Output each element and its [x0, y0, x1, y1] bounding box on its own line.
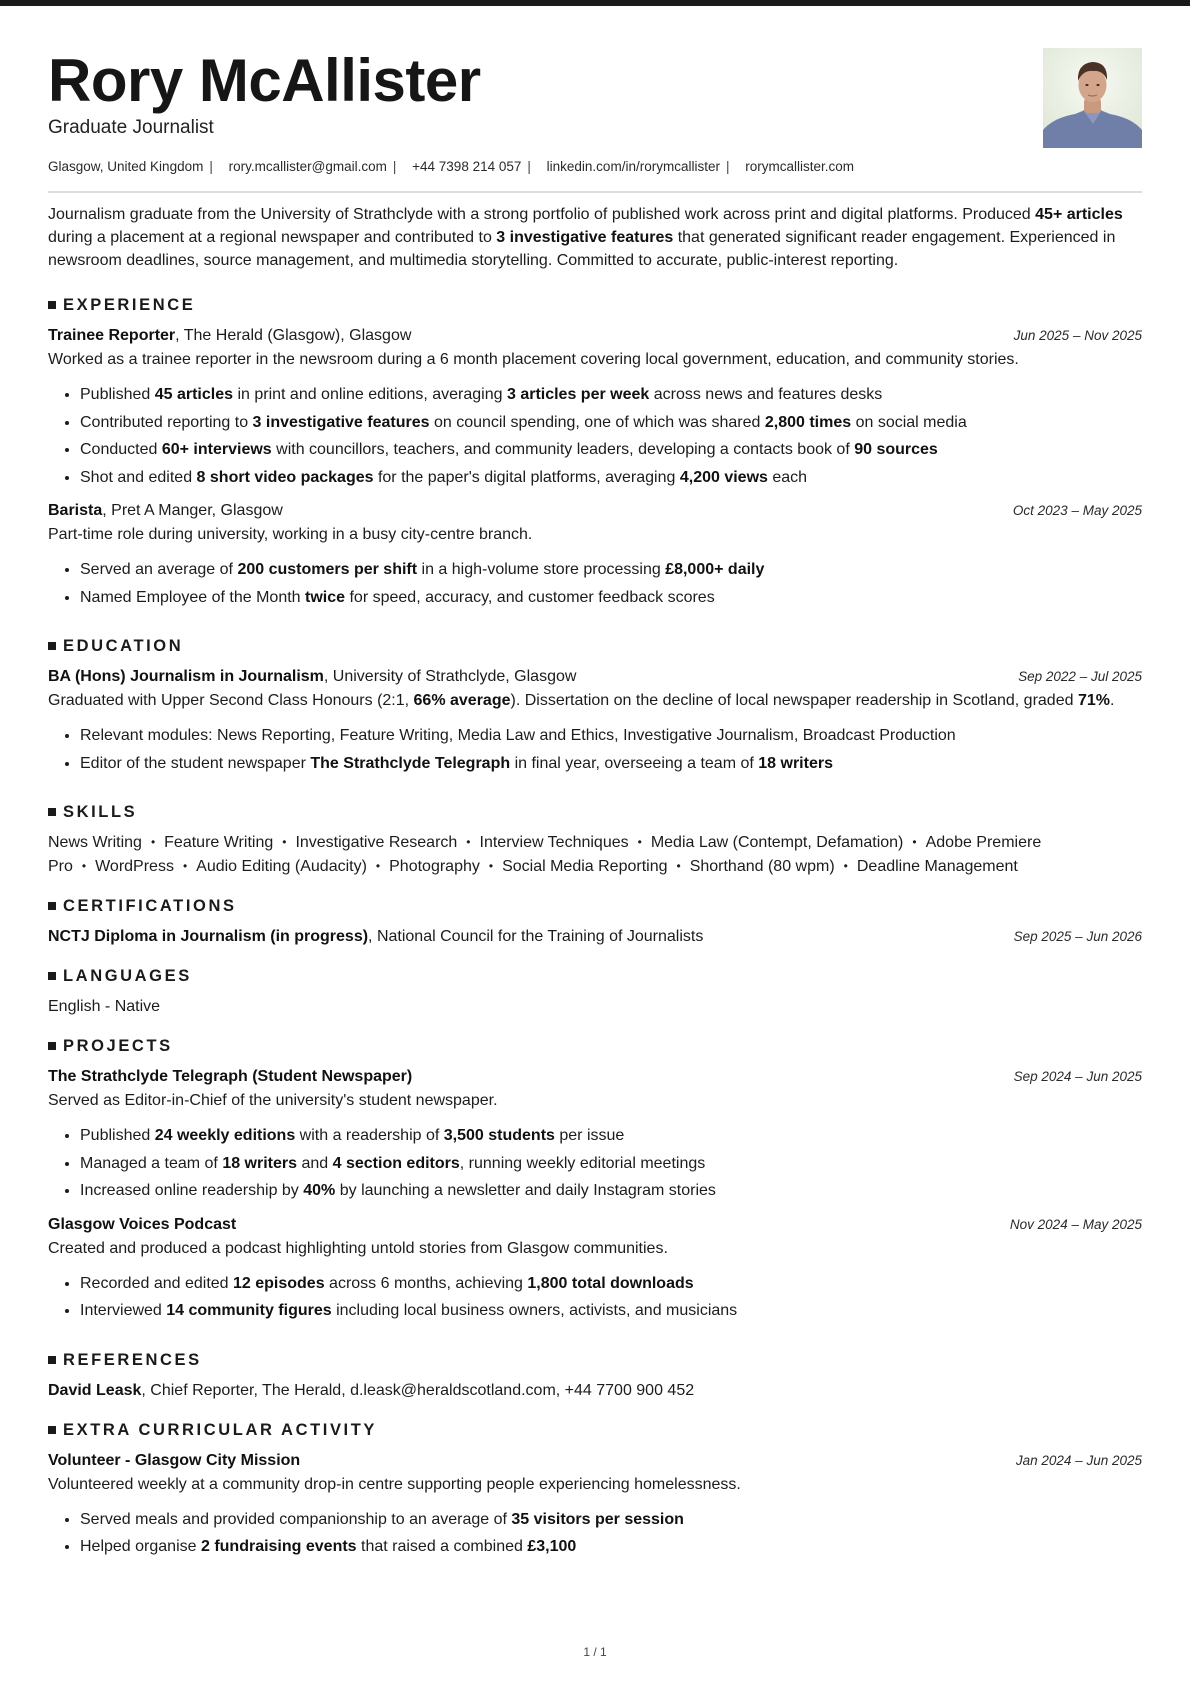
contact-separator: | — [209, 159, 213, 174]
language-item: English - Native — [48, 998, 161, 1015]
bullet-item: • Shot and edited 8 short video packages for the paper's digital platforms, averaging 4,200 views each — [80, 464, 1142, 492]
skill-item: Deadline Management — [856, 858, 1018, 875]
section-heading-label: CERTIFICATIONS — [63, 897, 237, 915]
section-heading-references — [48, 1349, 1142, 1371]
entry-header — [48, 1065, 1142, 1089]
entry-header — [48, 665, 1142, 689]
header-divider — [48, 191, 1142, 193]
entry-role: Barista — [48, 502, 103, 519]
skill-item: Feature Writing — [164, 834, 274, 851]
contact-line — [48, 157, 854, 177]
contact-website[interactable]: rorymcallister.com — [745, 159, 855, 174]
bullet-item: • Served meals and provided companionship to an average of 35 visitors per session — [80, 1506, 1142, 1534]
bullet-item: • Helped organise 2 fundraising events that raised a combined £3,100 — [80, 1533, 1142, 1561]
section-heading-label: EXTRA CURRICULAR ACTIVITY — [63, 1420, 378, 1439]
entry-date: Nov 2024 – May 2025 — [1009, 1216, 1142, 1232]
entry-description: Served as Editor-in-Chief of the university's student newspaper. — [48, 1092, 498, 1109]
entry-date: Sep 2022 – Jul 2025 — [1018, 669, 1142, 684]
entry-org: , Pret A Manger, Glasgow — [102, 502, 283, 519]
bullet-item: • Served an average of 200 customers per shift in a high-volume store processing £8,000+ daily — [80, 556, 1142, 584]
certification-entry — [48, 925, 1142, 949]
summary — [48, 203, 1142, 272]
bullet-list — [48, 1506, 1142, 1561]
project-title: Glasgow Voices Podcast — [48, 1215, 237, 1233]
candidate-name: Rory McAllister — [48, 47, 481, 114]
entry-title — [48, 925, 703, 949]
bullet-list — [48, 381, 1142, 491]
section-heading-extracurricular — [48, 1419, 1142, 1441]
contact-separator: | — [392, 159, 397, 174]
entry-header — [48, 499, 1142, 523]
skill-item: Shorthand (80 wpm) — [689, 858, 835, 875]
section-heading-label: PROJECTS — [63, 1037, 173, 1055]
top-bar — [0, 0, 1190, 6]
entry-header — [48, 1213, 1142, 1237]
dot-separator-icon: • — [676, 859, 681, 873]
page-indicator: 1 / 1 — [583, 1645, 607, 1659]
entry-org: , The Herald (Glasgow), Glasgow — [175, 327, 412, 344]
contact-separator: | — [725, 159, 730, 174]
reference-entry — [48, 1379, 1142, 1403]
resume-body — [48, 203, 1142, 1561]
job-title: Graduate Journalist — [48, 117, 214, 138]
bullet-list — [48, 722, 1142, 777]
contact-email[interactable]: rory.mcallister@gmail.com — [228, 159, 387, 174]
entry-description: Created and produced a podcast highlighting untold stories from Glasgow communities. — [48, 1239, 668, 1257]
reference-details: , Chief Reporter, The Herald, d.leask@heraldscotland.com, +44 7700 900 452 — [141, 1381, 695, 1399]
section-heading-label: SKILLS — [63, 803, 138, 821]
summary-text: during a placement at a regional newspaper and contributed to — [48, 229, 497, 246]
entry-title — [48, 324, 411, 348]
dot-separator-icon: • — [912, 835, 917, 849]
dot-separator-icon: • — [81, 859, 87, 873]
entry-date: Jan 2024 – Jun 2025 — [1015, 1452, 1142, 1468]
skill-item: Interview Techniques — [479, 834, 629, 851]
square-bullet-icon — [48, 1042, 56, 1050]
skill-item: Adobe Premiere Pro — [48, 834, 1042, 875]
project-entry — [48, 1213, 1142, 1325]
entry-description: Worked as a trainee reporter in the newsroom during a 6 month placement covering local government, education, and community stories. — [48, 351, 1019, 368]
entry-role: Trainee Reporter — [48, 327, 176, 344]
section-heading-projects — [48, 1035, 1142, 1057]
dot-separator-icon: • — [843, 859, 848, 873]
section-heading-label: REFERENCES — [63, 1350, 202, 1369]
skill-item: WordPress — [95, 858, 174, 875]
entry-header — [48, 324, 1142, 348]
bullet-list — [48, 1270, 1142, 1325]
section-heading-certifications — [48, 895, 1142, 917]
section-heading-label: EDUCATION — [63, 637, 184, 655]
square-bullet-icon — [48, 642, 56, 650]
certification-org: , National Council for the Training of Journalists — [368, 928, 704, 945]
skill-item: Investigative Research — [295, 834, 458, 851]
section-heading-label: EXPERIENCE — [63, 296, 196, 314]
bullet-item: • Named Employee of the Month twice for speed, accuracy, and customer feedback scores — [80, 584, 1142, 612]
contact-linkedin[interactable]: linkedin.com/in/rorymcallister — [546, 159, 720, 174]
entry-title — [48, 499, 283, 523]
entry-date: Sep 2024 – Jun 2025 — [1013, 1069, 1142, 1084]
contact-separator: | — [527, 159, 531, 174]
square-bullet-icon — [48, 902, 56, 910]
bullet-item: • Recorded and edited 12 episodes across 6 months, achieving 1,800 total downloads — [80, 1270, 1142, 1298]
project-title: The Strathclyde Telegraph (Student Newspaper) — [48, 1068, 413, 1085]
section-heading-label: LANGUAGES — [63, 967, 192, 985]
extracurricular-entry — [48, 1449, 1142, 1561]
section-heading-education — [48, 635, 1142, 657]
square-bullet-icon — [48, 1426, 56, 1434]
square-bullet-icon — [48, 301, 56, 309]
bullet-item: • Published 45 articles in print and online editions, averaging 3 articles per week across news and features desks — [80, 381, 1142, 409]
section-heading-experience — [48, 294, 1142, 316]
project-entry — [48, 1065, 1142, 1205]
education-entry — [48, 665, 1142, 777]
certification-name: NCTJ Diploma in Journalism (in progress) — [48, 928, 369, 945]
dot-separator-icon: • — [637, 835, 642, 849]
skill-item: Media Law (Contempt, Defamation) — [650, 834, 904, 851]
summary-text: that generated significant reader engagement. Experienced in newsroom deadlines, source management, and multimedia storytelling. Committed to accurate, public-interest reporting. — [48, 229, 1116, 269]
dot-separator-icon: • — [282, 835, 287, 849]
bullet-list — [48, 1122, 1142, 1205]
bullet-item: • Contributed reporting to 3 investigative features on council spending, one of which was shared 2,800 times on social media — [80, 409, 1142, 437]
dot-separator-icon: • — [488, 859, 494, 873]
square-bullet-icon — [48, 1356, 56, 1364]
activity-title: Volunteer - Glasgow City Mission — [48, 1451, 301, 1469]
bullet-item: • Conducted 60+ interviews with councillors, teachers, and community leaders, developing a contacts book of 90 sources — [80, 436, 1142, 464]
entry-title — [48, 665, 576, 689]
bullet-item: • Increased online readership by 40% by launching a newsletter and daily Instagram stories — [80, 1177, 1142, 1205]
entry-date: Jun 2025 – Nov 2025 — [1013, 328, 1142, 343]
skill-item: News Writing — [48, 834, 142, 851]
skills-list — [48, 831, 1142, 879]
entry-description: Graduated with Upper Second Class Honours (2:1, 66% average). Dissertation on the decline of local newspaper readership in Scotland, graded 71%. — [48, 692, 1115, 709]
dot-separator-icon: • — [150, 835, 156, 849]
reference-name: David Leask — [48, 1381, 142, 1399]
bullet-item: • Relevant modules: News Reporting, Feature Writing, Media Law and Ethics, Investigative Journalism, Broadcast Production — [80, 722, 1142, 750]
entry-institution: , University of Strathclyde, Glasgow — [323, 668, 577, 685]
summary-text: Journalism graduate from the University of Strathclyde with a strong portfolio of published work across print and digital platforms. Produced — [48, 206, 1036, 223]
section-heading-languages — [48, 965, 1142, 987]
bullet-item: • Published 24 weekly editions with a readership of 3,500 students per issue — [80, 1122, 1142, 1150]
entry-description: Volunteered weekly at a community drop-in centre supporting people experiencing homelessness. — [48, 1475, 741, 1493]
entry-date: Sep 2025 – Jun 2026 — [1013, 929, 1142, 944]
entry-header — [48, 1449, 1142, 1473]
entry-degree: BA (Hons) Journalism in Journalism — [48, 668, 324, 685]
bullet-list — [48, 556, 1142, 611]
dot-separator-icon: • — [466, 835, 471, 849]
section-heading-skills — [48, 801, 1142, 823]
experience-entry — [48, 499, 1142, 611]
bullet-item: • Managed a team of 18 writers and 4 section editors, running weekly editorial meetings — [80, 1150, 1142, 1178]
profile-photo — [1043, 48, 1142, 148]
bullet-item: • Editor of the student newspaper The Strathclyde Telegraph in final year, overseeing a team of 18 writers — [80, 750, 1142, 778]
entry-date: Oct 2023 – May 2025 — [1012, 503, 1142, 518]
contact-location: Glasgow, United Kingdom — [48, 159, 204, 174]
skill-item: Audio Editing (Audacity) — [196, 858, 367, 875]
person-portrait-icon — [1043, 48, 1142, 148]
contact-phone[interactable]: +44 7398 214 057 — [412, 159, 522, 174]
square-bullet-icon — [48, 972, 56, 980]
summary-highlight: 45+ articles — [1035, 206, 1123, 223]
dot-separator-icon: • — [182, 859, 188, 873]
entry-description: Part-time role during university, working in a busy city-centre branch. — [48, 526, 533, 543]
summary-highlight: 3 investigative features — [496, 229, 674, 246]
experience-entry — [48, 324, 1142, 491]
bullet-item: • Interviewed 14 community figures including local business owners, activists, and musicians — [80, 1297, 1142, 1325]
dot-separator-icon: • — [375, 859, 381, 873]
skill-item: Photography — [389, 858, 480, 875]
skill-item: Social Media Reporting — [502, 858, 668, 875]
square-bullet-icon — [48, 808, 56, 816]
